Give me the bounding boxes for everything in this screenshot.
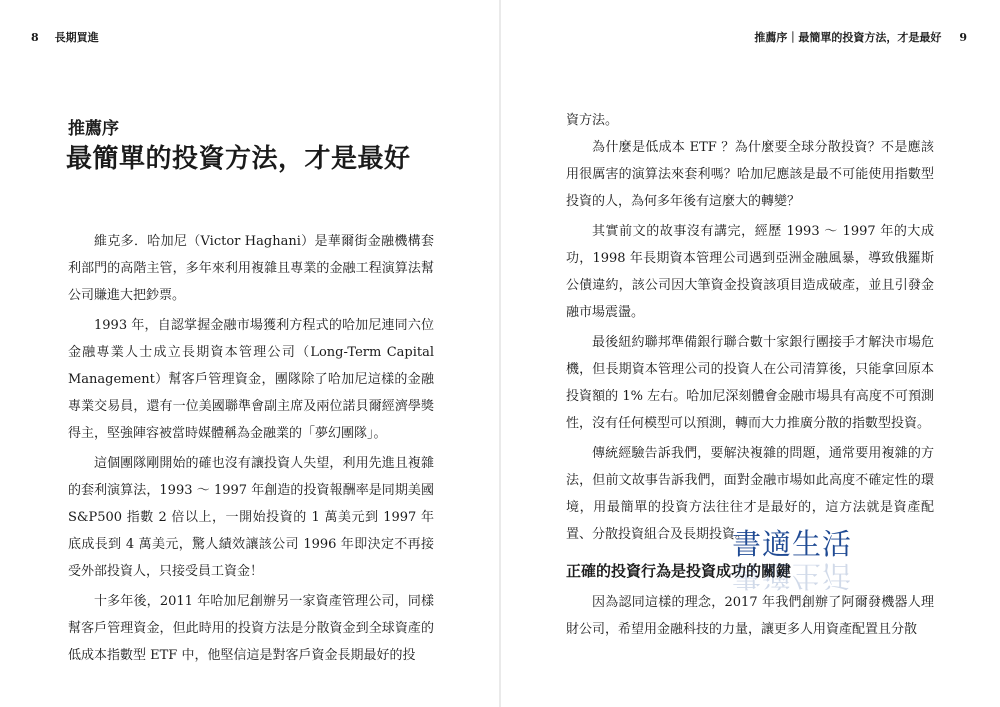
paragraph: 1993 年，自認掌握金融市場獲利方程式的哈加尼連同六位金融專業人士成立長期資本管理公司（Long-Term Capital Management）幫客戶管理資金，團隊除了哈加尼這樣的金融專業交易員，還有一位美國聯準會副主席及兩位諾貝爾經濟學獎得主，堅強陣容被當時媒體稱為金融業的「夢幻團隊」。 bbox=[68, 318, 434, 441]
section-heading: 正確的投資行為是投資成功的關鍵 bbox=[566, 562, 792, 580]
continued-paragraph: 資方法。 bbox=[566, 113, 619, 128]
paragraph: 傳統經驗告訴我們，要解決複雜的問題，通常要用複雜的方法，但前文故事告訴我們，面對金融市場如此高度不確定性的環境，用最簡單的投資方法往往才是最好的，這方法就是資產配置、分散投資組合及長期投資。 bbox=[566, 446, 934, 542]
left-running-head bbox=[31, 29, 99, 45]
left-book-title: 長期買進 bbox=[54, 31, 99, 44]
watermark-reflection: 書適生活 bbox=[732, 559, 853, 593]
right-running-head bbox=[754, 29, 967, 45]
left-page-number: 8 bbox=[31, 31, 39, 44]
right-body-text bbox=[566, 107, 934, 548]
paragraph: 因為認同這樣的理念，2017 年我們創辦了阿爾發機器人理財公司，希望用金融科技的力量，讓更多人用資產配置且分散 bbox=[566, 595, 934, 637]
right-page-number: 9 bbox=[959, 31, 967, 44]
paragraph: 最後紐約聯邦準備銀行聯合數十家銀行團接手才解決市場危機，但長期資本管理公司的投資人在公司清算後，只能拿回原本投資額的 1% 左右。哈加尼深刻體會金融市場具有高度不可預測性，沒有任何模型可以預測，轉而大力推廣分散的指數型投資。 bbox=[566, 335, 934, 431]
paragraph: 其實前文的故事沒有講完，經歷 1993 ～ 1997 年的大成功，1998 年長期資本管理公司遇到亞洲金融風暴，導致俄羅斯公債違約，該公司因大筆資金投資該項目造成破產，並且引發金融市場震盪。 bbox=[566, 224, 934, 320]
chapter-title: 最簡單的投資方法，才是最好 bbox=[66, 144, 411, 174]
paragraph: 十多年後，2011 年哈加尼創辦另一家資產管理公司，同樣幫客戶管理資金，但此時用的投資方法是分散資金到全球資產的低成本指數型 ETF 中，他堅信這是對客戶資金長期最好的投 bbox=[68, 594, 434, 663]
left-body-text bbox=[68, 228, 434, 669]
watermark-text: 書適生活 bbox=[732, 527, 853, 561]
paragraph: 維克多．哈加尼（Victor Haghani）是華爾街金融機構套利部門的高階主管，多年來利用複雜且專業的金融工程演算法幫公司賺進大把鈔票。 bbox=[68, 234, 434, 303]
right-chapter-title: 推薦序｜最簡單的投資方法，才是最好 bbox=[754, 31, 942, 44]
paragraph: 這個團隊剛開始的確也沒有讓投資人失望，利用先進且複雜的套利演算法，1993 ～ 1997 年創造的投資報酬率是同期美國 S&P500 指數 2 倍以上，一開始投資的 1 萬美元到 1997 年底成長到 4 萬美元，驚人績效讓該公司 1996 年即決定不再接受外部投資人，只接受員工資金！ bbox=[68, 456, 434, 579]
section-kicker: 推薦序 bbox=[68, 119, 119, 139]
post-heading-text bbox=[566, 589, 934, 643]
paragraph: 為什麼是低成本 ETF ？為什麼要全球分散投資？不是應該用很厲害的演算法來套利嗎？哈加尼應該是最不可能使用指數型投資的人，為何多年後有這麼大的轉變？ bbox=[566, 140, 934, 209]
